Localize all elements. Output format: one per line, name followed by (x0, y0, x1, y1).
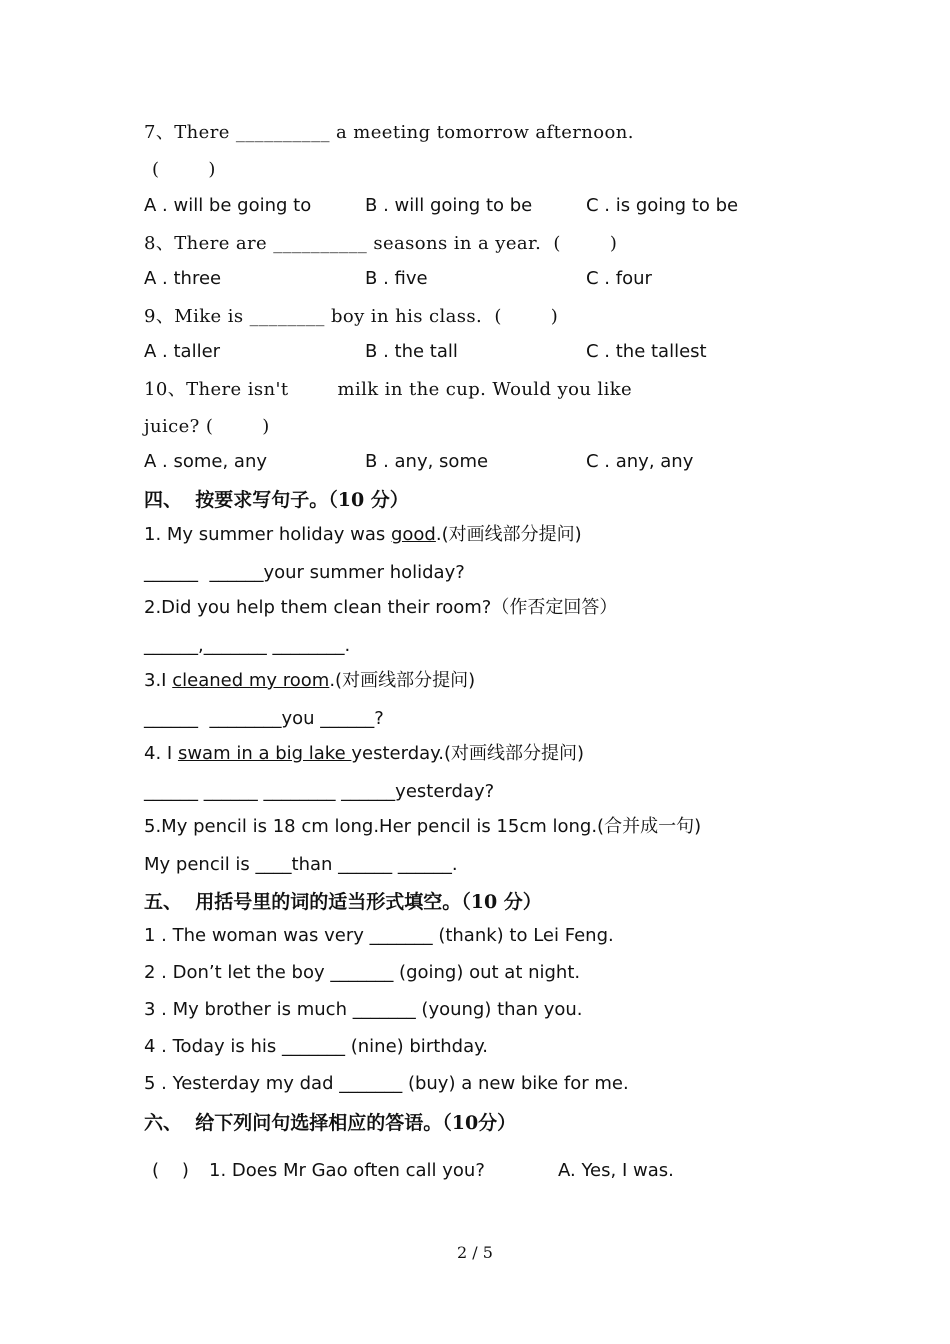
q7-answer-paren: ( ) (152, 159, 216, 180)
s4-item2: 2.Did you help them clean their room?（作否定回答） (144, 597, 618, 618)
section6-title: 六、 给下列问句选择相应的答语。（10分） (144, 1112, 517, 1134)
q7-option-c: C . is going to be (586, 195, 739, 216)
s6-q1: 1. Does Mr Gao often call you? (209, 1160, 485, 1181)
q7-option-a: A . will be going to (144, 195, 312, 216)
s4-item5-answer: My pencil is ____than ______ ______. (144, 854, 458, 875)
q10-option-a: A . some, any (144, 451, 268, 472)
s5-item4: 4 . Today is his _______ (nine) birthday. (144, 1036, 488, 1057)
s4-item1: 1. My summer holiday was good.(对画线部分提问) (144, 524, 582, 545)
section5-title: 五、 用括号里的词的适当形式填空。（10 分） (144, 891, 542, 913)
s6-q1-paren: ( ) (152, 1160, 189, 1181)
q9-option-b: B . the tall (365, 341, 458, 362)
q9-option-c: C . the tallest (586, 341, 707, 362)
s4-item1-underlined: good (390, 524, 436, 545)
s4-item2-answer: ______,_______ ________. (144, 635, 351, 656)
s6-answer-a: A. Yes, I was. (558, 1160, 674, 1181)
q8-option-a: A . three (144, 268, 222, 289)
s4-item5: 5.My pencil is 18 cm long.Her pencil is 15cm long.(合并成一句) (144, 816, 702, 837)
q8-option-b: B . five (365, 268, 428, 289)
s4-item3: 3.I cleaned my room.(对画线部分提问) (144, 670, 476, 691)
q7-stem: 7、There __________ a meeting tomorrow afternoon. (144, 122, 634, 143)
q10-option-b: B . any, some (365, 451, 489, 472)
q9-stem: 9、Mike is ________ boy in his class. ( ) (144, 306, 559, 327)
s4-item1-answer: ______ ______your summer holiday? (144, 562, 465, 583)
section4-title: 四、 按要求写句子。（10 分） (144, 489, 409, 511)
q9-option-a: A . taller (144, 341, 221, 362)
s4-item3-underlined: cleaned my room (172, 670, 330, 691)
s4-item4: 4. I swam in a big lake yesterday.(对画线部分提问) (144, 743, 585, 764)
q10-stem: 10、There isn't milk in the cup. Would you like (144, 379, 633, 400)
s5-item1: 1 . The woman was very _______ (thank) to Lei Feng. (144, 925, 614, 946)
s5-item5: 5 . Yesterday my dad _______ (buy) a new bike for me. (144, 1073, 629, 1094)
s4-item4-answer: ______ ______ ________ ______yesterday? (144, 781, 495, 802)
q8-option-c: C . four (586, 268, 652, 289)
page-number: 2 / 5 (457, 1243, 493, 1262)
s4-item3-answer: ______ ________you ______? (144, 708, 384, 729)
s5-item3: 3 . My brother is much _______ (young) than you. (144, 999, 583, 1020)
q8-stem: 8、There are __________ seasons in a year. ( ) (144, 233, 618, 254)
s4-item4-underlined: swam in a big lake (177, 743, 352, 764)
q7-option-b: B . will going to be (365, 195, 533, 216)
q10-option-c: C . any, any (586, 451, 694, 472)
q10-stem-continued: juice? ( ) (144, 416, 270, 437)
s5-item2: 2 . Don’t let the boy _______ (going) out at night. (144, 962, 581, 983)
